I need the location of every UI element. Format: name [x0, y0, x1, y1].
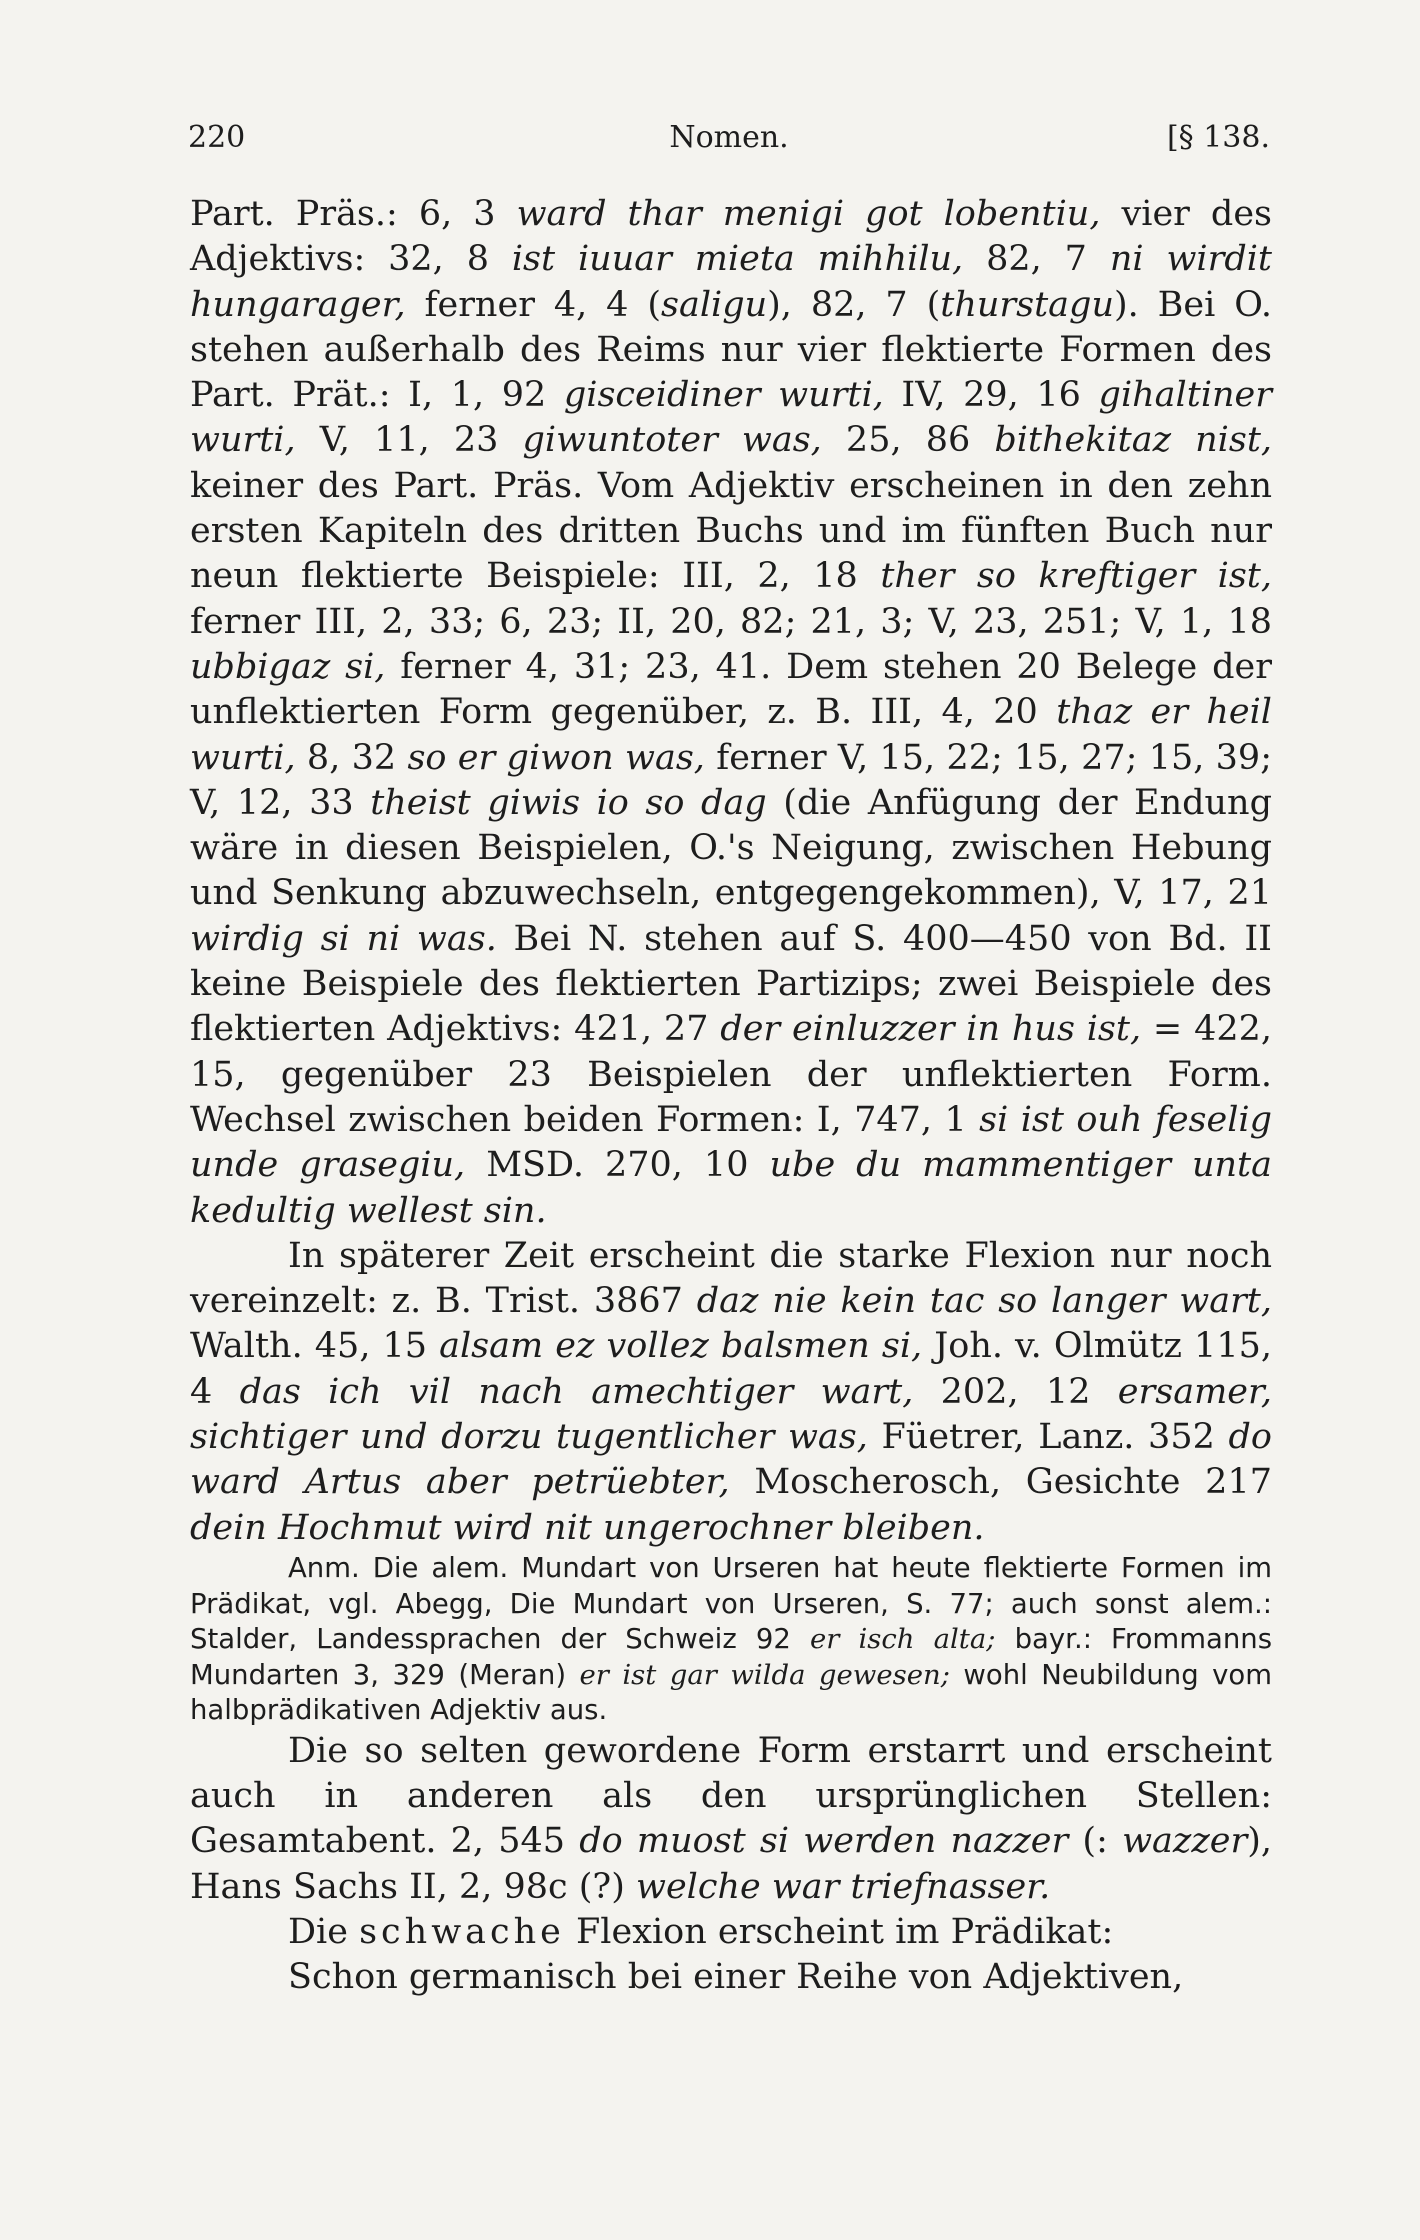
- paragraph-1: Part. Präs.: 6, 3 ward thar menigi got lobentiu, vier des Adjektivs: 32, 8 ist iuuar mieta mihhilu, 82, 7 ni wirdit hungarager, ferner 4, 4 (saligu), 82, 7 (thurstagu). Bei O. stehen außerhalb des Reims nur vier flektierte Formen des Part. Prät.: I, 1, 92 gisceidiner wurti, IV, 29, 16 gihaltiner wurti, V, 11, 23 giwuntoter was, 25, 86 bithekitaz nist, keiner des Part. Präs. Vom Adjektiv erscheinen in den zehn ersten Kapiteln des dritten Buchs und im fünften Buch nur neun flektierte Beispiele: III, 2, 18 ther so kreftiger ist, ferner III, 2, 33; 6, 23; II, 20, 82; 21, 3; V, 23, 251; V, 1, 18 ubbigaz si, ferner 4, 31; 23, 41. Dem stehen 20 Belege der unflektierten Form gegenüber, z. B. III, 4, 20 thaz er heil wurti, 8, 32 so er giwon was, ferner V, 15, 22; 15, 27; 15, 39; V, 12, 33 theist giwis io so dag (die Anfügung der Endung wäre in diesen Beispielen, O.'s Neigung, zwischen Hebung und Senkung abzuwechseln, entgegengekommen), V, 17, 21 wirdig si ni was. Bei N. stehen auf S. 400—450 von Bd. II keine Beispiele des flektierten Partizips; zwei Beispiele des flektierten Adjektivs: 421, 27 der einluzzer in hus ist, = 422, 15, gegenüber 23 Beispielen der unflektierten Form. Wechsel zwischen beiden Formen: I, 747, 1 si ist ouh feselig unde grasegiu, MSD. 270, 10 ube du mammentiger unta kedultig wellest sin.: [190, 194, 1273, 1231]
- paragraph-5: Schon germanisch bei einer Reihe von Adjektiven,: [288, 1957, 1184, 1998]
- section-marker: [§ 138.: [1166, 120, 1270, 155]
- spaced-emphasis: schwache: [359, 1912, 565, 1953]
- annotation-note: Anm. Die alem. Mundart von Urseren hat heute flektierte Formen im Prädikat, vgl. Abegg, Die Mundart von Urseren, S. 77; auch sonst alem.: Stalder, Landessprachen der Schweiz 92 er isch alta; bayr.: Frommanns Mundarten 3, 329 (Meran) er ist gar wilda gewesen; wohl Neubildung vom halbprädikativen Adjektiv aus.: [190, 1551, 1273, 1727]
- paragraph-3: Die so selten gewordene Form erstarrt und erscheint auch in anderen als den ursprünglichen Stellen: Gesamtabent. 2, 545 do muost si werden nazzer (: wazzer), Hans Sachs II, 2, 98c (?) welche war triefnasser.: [190, 1730, 1272, 1907]
- page-number: 220: [188, 120, 246, 155]
- paragraph-2: In späterer Zeit erscheint die starke Flexion nur noch vereinzelt: z. B. Trist. 3867 daz nie kein tac so langer wart, Walth. 45, 15 alsam ez vollez balsmen si, Joh. v. Olmütz 115, 4 das ich vil nach amechtiger wart, 202, 12 ersamer, sichtiger und dorzu tugentlicher was, Füetrer, Lanz. 352 do ward Artus aber petrüebter, Moscherosch, Gesichte 217 dein Hochmut wird nit ungerochner bleiben.: [190, 1235, 1272, 1548]
- main-text: [190, 192, 1272, 2001]
- paragraph-4: Die schwache Flexion erscheint im Prädikat:: [288, 1912, 1114, 1953]
- running-header: [188, 120, 1270, 160]
- running-title: Nomen.: [669, 120, 789, 155]
